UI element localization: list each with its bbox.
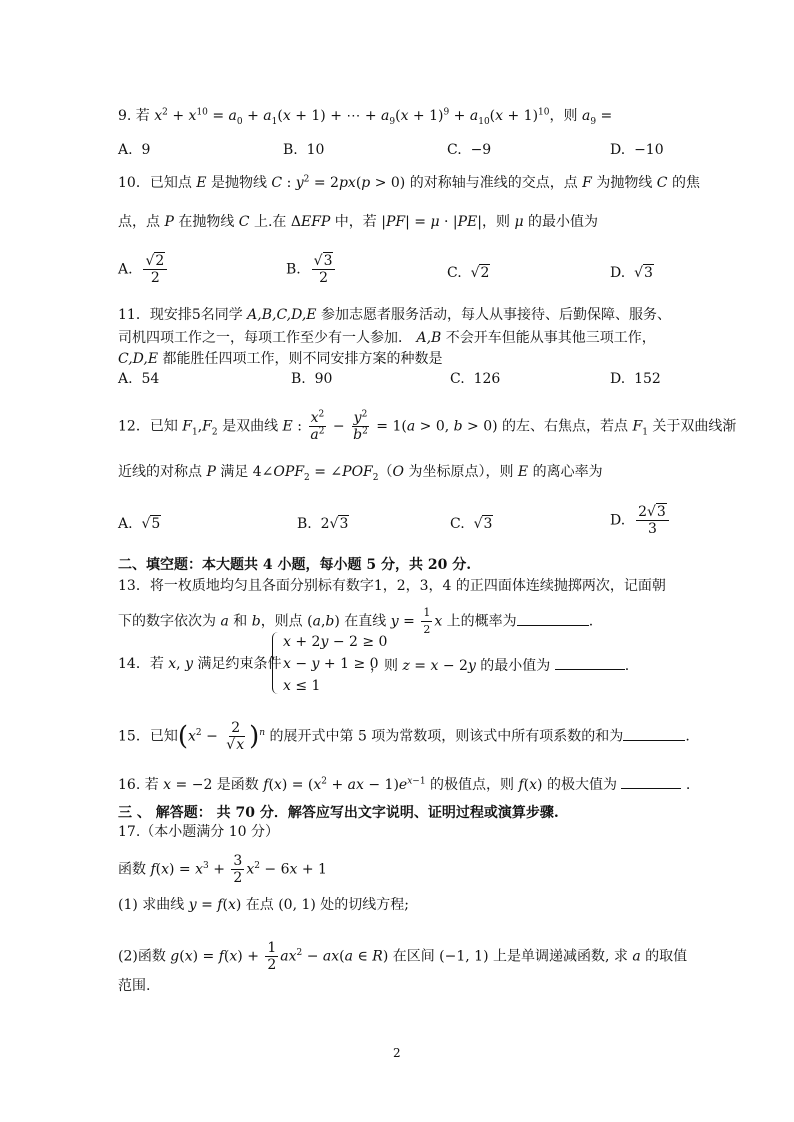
page-number: 2 — [393, 1046, 401, 1060]
q10-option-d: D. √3 — [610, 265, 653, 281]
q11-option-c: C. 126 — [450, 371, 501, 387]
q10-option-a: A. $\frac{√2}{2}$ — [118, 253, 169, 286]
q10-option-b: B. $\frac{√3}{2}$ — [286, 253, 337, 286]
q9-option-d: D. −10 — [610, 142, 664, 158]
question-10-line-2: 点，点 P 在抛物线 C 上.在 ΔEFP 中，若 |PF| = μ · |PE|，则 μ 的最小值为 — [118, 214, 599, 230]
q11-option-a: A. 54 — [118, 371, 160, 387]
q9-option-c: C. −9 — [447, 142, 492, 158]
question-17-part-2-cont: 范围. — [118, 978, 151, 994]
q12-option-b: B. 2√3 — [297, 516, 349, 532]
q9-option-a: A. 9 — [118, 142, 151, 158]
constraint-2: x − y + 1 ≥ 0 — [283, 656, 379, 672]
question-17-title: 17.（本小题满分 10 分） — [118, 824, 279, 840]
constraint-brace — [272, 632, 281, 694]
section-2-heading: 二、填空题：本大题共 4 小题，每小题 5 分，共 20 分. — [118, 557, 472, 573]
constraint-3: x ≤ 1 — [283, 678, 321, 694]
question-13-line-2: 下的数字依次为 a 和 b，则点 (a,b) 在直线 y = $\frac{1}{2}$ x 上的概率为 . — [118, 606, 594, 636]
question-17-part-1: (1) 求曲线 y = f(x) 在点 (0, 1) 处的切线方程; — [118, 897, 410, 913]
question-13-line-1: 13．将一枚质地均匀且各面分别标有数字1，2，3，4 的正四面体连续抛掷两次，记面朝 — [118, 578, 666, 594]
q11-option-b: B. 90 — [291, 371, 333, 387]
question-15: 15．已知($x^2$ − $\frac{2}{√x}$ )$^n$ 的展开式中第 5 项为常数项，则该式中所有项系数的和为 . — [118, 720, 690, 753]
question-10-line-1: 10．已知点 E 是抛物线 C : $y^2 = 2px(p > 0)$ 的对称轴与准线的交点，点 F 为抛物线 C 的焦 — [118, 174, 700, 191]
question-17-function: 函数 $f(x) = x^3$ + $\frac{3}{2}$ $x^2 - 6x + 1$ — [118, 853, 327, 886]
question-11-line-2: 司机四项工作之一，每项工作至少有一人参加． A,B 不会开车但能从事其他三项工作， — [118, 330, 656, 346]
question-9: 9. 若 $x^2 + x^{10} = a_0 + a_1(x + 1)$ + ⋯ + $a_9(x + 1)^9 + a_{10}(x + 1)^{10}$，则 $a_9$ = — [118, 107, 613, 127]
q10-option-c: C. √2 — [447, 265, 490, 281]
q12-option-a: A. √5 — [118, 516, 161, 532]
question-14: 14．若 x, y 满足约束条件 — [118, 656, 282, 672]
q12-option-c: C. √3 — [450, 516, 493, 532]
question-12-line-2: 近线的对称点 P 满足 $4\angle OPF_2$ = $\angle POF_2(O$ 为坐标原点），则 E 的离心率为 — [118, 464, 603, 483]
question-11-line-1: 11．现安排5名同学 A,B,C,D,E 参加志愿者服务活动，每人从事接待、后勤保障、服务、 — [118, 307, 671, 323]
question-11-line-3: C,D,E 都能胜任四项工作，则不同安排方案的种数是 — [118, 351, 443, 367]
constraint-1: x + 2y − 2 ≥ 0 — [283, 634, 388, 650]
q11-option-d: D. 152 — [610, 371, 661, 387]
question-12-line-1: 12．已知 $F_1,F_2$ 是双曲线 E : $\frac{x^2}{a^2}$ − $\frac{y^2}{b^2}$ = 1(a > 0, b > 0) 的左、右焦点，若点 $F_1$ 关于双曲线渐 — [118, 409, 737, 443]
q9-option-b: B. 10 — [283, 142, 325, 158]
section-3-heading: 三 、 解答题： 共 70 分．解答应写出文字说明、证明过程或演算步骤. — [118, 805, 559, 821]
question-17-part-2: (2)函数 g(x) = f(x) + $\frac{1}{2}$ $ax^2 - ax(a$ ∈ R) 在区间 (−1, 1) 上是单调递减函数, 求 a 的取值 — [118, 940, 688, 973]
question-16: 16. 若 x = −2 是函数 $f(x) = (x^2$ + ax − $1)e^{x-1}$ 的极值点，则 f(x) 的极大值为 . — [118, 774, 690, 794]
q12-option-d: D. $\frac{2√3}{3}$ — [610, 504, 671, 537]
question-14-tail: ，则 z = x − 2y 的最小值为 . — [370, 655, 629, 675]
